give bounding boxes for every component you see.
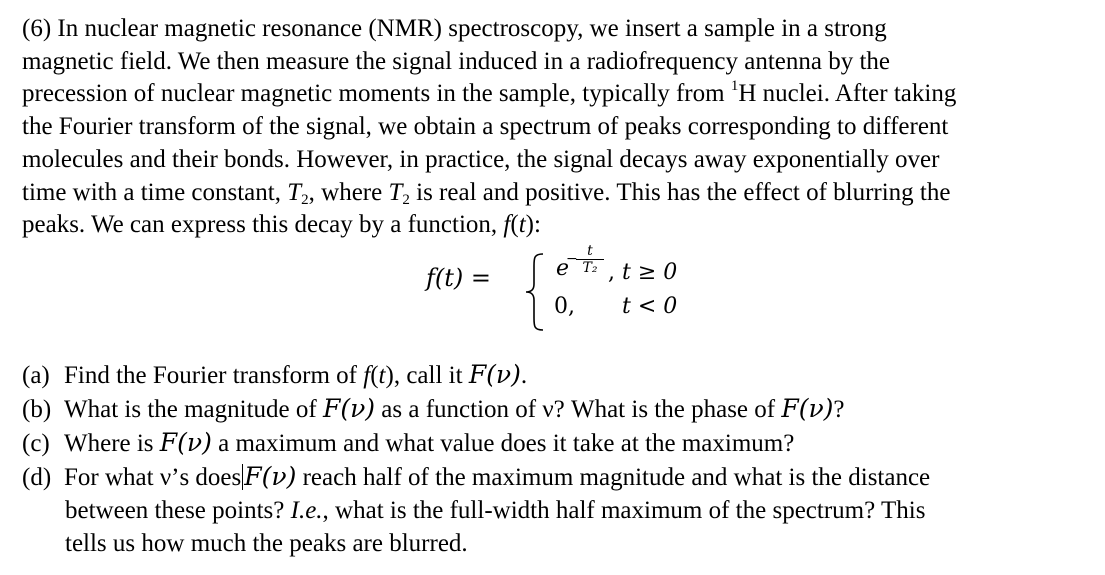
question-label: (d) (22, 464, 52, 491)
ie-italic: I.e. (290, 497, 323, 524)
question-label: (a) (22, 362, 50, 389)
f-symbol: f (503, 211, 511, 239)
question-text: For what ν’s does (64, 464, 242, 491)
case1-exponent (572, 244, 608, 276)
case1-comma: , (608, 260, 615, 285)
F-nu-symbol: F(ν) (781, 394, 834, 423)
question-text: What is the magnitude of (64, 396, 323, 423)
question-text: , what is the full-width half maximum of the spectrum? This (322, 497, 926, 524)
question-text: between these points? (65, 497, 291, 524)
intro-paragraph (22, 13, 1097, 242)
intro-text: is real and positive. This has the effect of blurring the (409, 178, 951, 206)
question-text: . (520, 362, 528, 389)
question-text: as a function of ν? What is the phase of (375, 396, 782, 423)
t2-subscript: 2 (402, 191, 410, 208)
question-list (22, 358, 1097, 560)
F-nu-symbol: F(ν) (322, 394, 376, 423)
question-text: ? (833, 396, 845, 423)
question-a (22, 358, 1097, 392)
intro-line-1: (6) In nuclear magnetic resonance (NMR) spectroscopy, we insert a sample in a strong (22, 15, 887, 42)
intro-text: peaks. We can express this decay by a function, (22, 211, 504, 239)
intro-line-5: molecules and their bonds. However, in practice, the signal decays away exponentially over (22, 145, 940, 173)
question-text: a maximum and what value does it take at the maximum? (211, 430, 795, 457)
intro-text: precession of nuclear magnetic moments in the sample, typically from (22, 80, 731, 108)
question-text: Find the Fourier transform of (64, 362, 364, 389)
t2-subscript: 2 (301, 191, 309, 208)
t2-symbol: T (388, 178, 403, 206)
intro-text: time with a time constant, (22, 178, 288, 206)
t2-symbol: T (287, 178, 302, 206)
question-d-line-3: tells us how much the peaks are blurred. (65, 530, 468, 557)
intro-line-6 (22, 177, 1097, 210)
intro-line-7 (22, 209, 1097, 242)
paren: ( (510, 211, 519, 239)
t-symbol: t (378, 362, 386, 389)
intro-text: , where (308, 178, 389, 206)
F-nu-symbol: F(ν) (159, 428, 212, 457)
case2-condition: t < 0 (622, 294, 678, 319)
case2-value: 0, (554, 294, 575, 319)
question-text: Where is (64, 430, 160, 457)
question-text: reach half of the maximum magnitude and what is the distance (296, 464, 931, 491)
case1-condition: t ≥ 0 (622, 260, 678, 285)
question-text: ), call it (385, 362, 469, 389)
exponent-numerator: t (587, 243, 593, 259)
isotope-superscript: 1 (730, 78, 739, 95)
t-symbol: t (518, 211, 526, 239)
paren: ( (370, 362, 379, 389)
intro-text: ): (525, 211, 541, 239)
case1-base: e (556, 256, 570, 281)
question-label: (b) (22, 396, 52, 423)
intro-line-3 (22, 78, 1097, 111)
case1-exponent-minus: − (566, 251, 578, 267)
question-d (22, 460, 1097, 494)
F-nu-symbol: F(ν) (468, 360, 521, 389)
question-b (22, 392, 1097, 426)
question-c (22, 426, 1097, 460)
question-d-line-2 (22, 494, 1097, 527)
intro-line-4: the Fourier transform of the signal, we obtain a spectrum of peaks corresponding to different (22, 113, 949, 141)
equation-lhs: f(t) = (426, 264, 491, 292)
exponent-denominator: T₂ (582, 260, 598, 276)
piecewise-equation (426, 244, 726, 334)
F-nu-symbol: F(ν) (244, 462, 297, 491)
left-brace-icon (524, 252, 546, 332)
intro-text: H nuclei. After taking (738, 80, 957, 108)
intro-line-2: magnetic field. We then measure the signal induced in a radiofrequency antenna by the (22, 47, 891, 75)
question-label: (c) (22, 430, 50, 457)
f-symbol: f (363, 362, 371, 389)
